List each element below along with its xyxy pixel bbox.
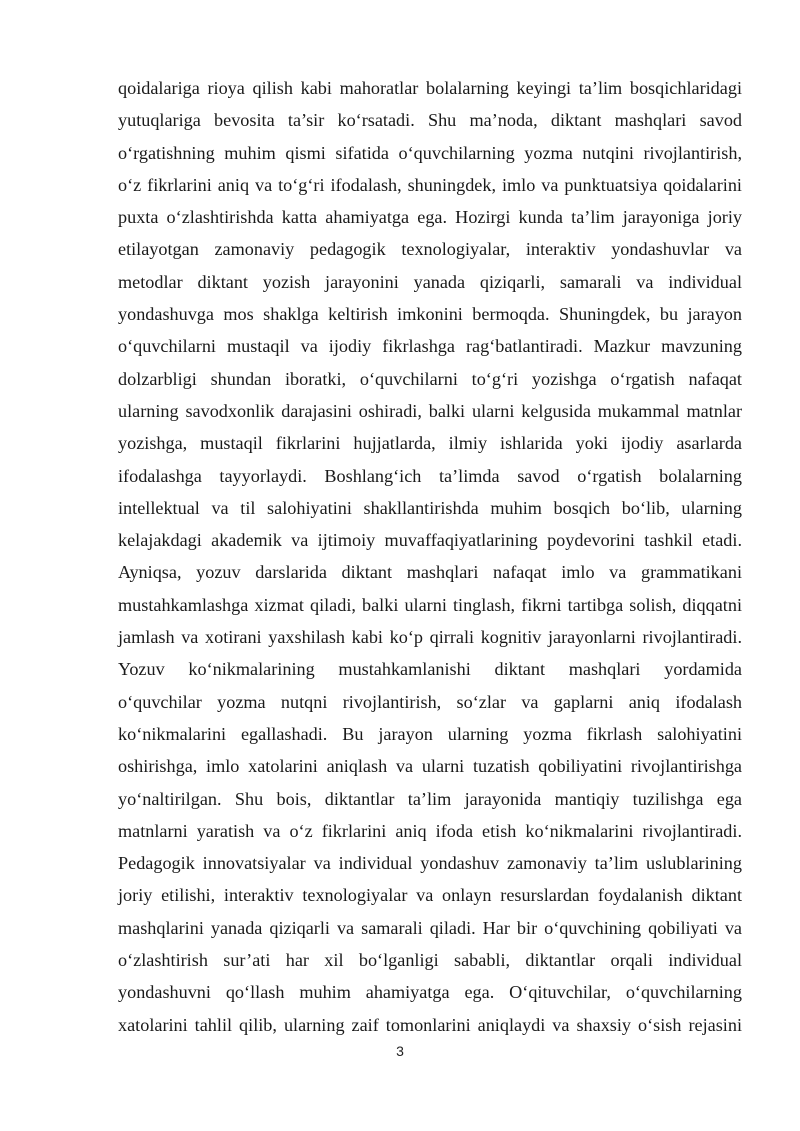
body-paragraph — [118, 72, 742, 1041]
text-line: Yozuv ko‘nikmalarining mustahkamlanishi diktant mashqlari yordamida — [118, 659, 742, 680]
text-line: ifodalashga tayyorlaydi. Boshlang‘ich ta’limda savod o‘rgatish bolalarning — [118, 465, 742, 486]
text-line: o‘zlashtirish sur’ati har xil bo‘lganligi sababli, diktantlar orqali individual — [118, 950, 742, 971]
text-line: xatolarini tahlil qilib, ularning zaif tomonlarini aniqlaydi va shaxsiy o‘sish rejasini — [118, 1014, 742, 1035]
text-line: oshirishga, imlo xatolarini aniqlash va ularni tuzatish qobiliyatini rivojlantirishga — [118, 756, 742, 777]
text-line: yutuqlariga bevosita ta’sir ko‘rsatadi. Shu ma’noda, diktant mashqlari savod — [118, 110, 742, 131]
text-line: ularning savodxonlik darajasini oshiradi, balki ularni kelgusida mukammal matnlar — [118, 400, 742, 421]
text-line: Pedagogik innovatsiyalar va individual yondashuv zamonaviy ta’lim uslublarining — [118, 853, 742, 874]
text-line: etilayotgan zamonaviy pedagogik texnologiyalar, interaktiv yondashuvlar va — [118, 239, 742, 260]
text-line: metodlar diktant yozish jarayonini yanada qiziqarli, samarali va individual — [118, 271, 742, 292]
page-number: 3 — [396, 1043, 404, 1059]
text-line: qoidalariga rioya qilish kabi mahoratlar bolalarning keyingi ta’lim bosqichlaridagi — [118, 78, 742, 98]
text-line: mustahkamlashga xizmat qiladi, balki ularni tinglash, fikrni tartibga solish, diqqatni — [118, 594, 742, 615]
text-line: intellektual va til salohiyatini shakllantirishda muhim bosqich bo‘lib, ularning — [118, 497, 742, 518]
text-line: yondashuvga mos shaklga keltirish imkonini bermoqda. Shuningdek, bu jarayon — [118, 304, 742, 325]
text-line: yondashuvni qo‘llash muhim ahamiyatga ega. O‘qituvchilar, o‘quvchilarning — [118, 982, 742, 1003]
text-line: o‘quvchilar yozma nutqni rivojlantirish, so‘zlar va gaplarni aniq ifodalash — [118, 691, 742, 712]
text-line: matnlarni yaratish va o‘z fikrlarini aniq ifoda etish ko‘nikmalarini rivojlantiradi. — [118, 820, 742, 841]
text-line: kelajakdagi akademik va ijtimoiy muvaffaqiyatlarining poydevorini tashkil etadi. — [118, 530, 742, 551]
text-line: dolzarbligi shundan iboratki, o‘quvchilarni to‘g‘ri yozishga o‘rgatish nafaqat — [118, 368, 742, 389]
text-line: ko‘nikmalarini egallashadi. Bu jarayon ularning yozma fikrlash salohiyatini — [118, 723, 742, 744]
text-line: mashqlarini yanada qiziqarli va samarali qiladi. Har bir o‘quvchining qobiliyati va — [118, 917, 742, 938]
text-line: o‘z fikrlarini aniq va to‘g‘ri ifodalash, shuningdek, imlo va punktuatsiya qoidalarini — [118, 174, 742, 195]
text-line: Ayniqsa, yozuv darslarida diktant mashqlari nafaqat imlo va grammatikani — [118, 562, 742, 583]
text-line: puxta o‘zlashtirishda katta ahamiyatga ega. Hozirgi kunda ta’lim jarayoniga joriy — [118, 207, 742, 228]
text-line: o‘quvchilarni mustaqil va ijodiy fikrlashga rag‘batlantiradi. Mazkur mavzuning — [118, 336, 742, 357]
text-line: jamlash va xotirani yaxshilash kabi ko‘p qirrali kognitiv jarayonlarni rivojlantiradi. — [118, 627, 742, 648]
text-line: yozishga, mustaqil fikrlarini hujjatlarda, ilmiy ishlarida yoki ijodiy asarlarda — [118, 433, 742, 454]
text-line: yo‘naltirilgan. Shu bois, diktantlar ta’lim jarayonida mantiqiy tuzilishga ega — [118, 788, 742, 809]
text-line: joriy etilishi, interaktiv texnologiyalar va onlayn resurslardan foydalanish diktant — [118, 885, 742, 906]
text-line: o‘rgatishning muhim qismi sifatida o‘quvchilarning yozma nutqini rivojlantirish, — [118, 142, 742, 163]
